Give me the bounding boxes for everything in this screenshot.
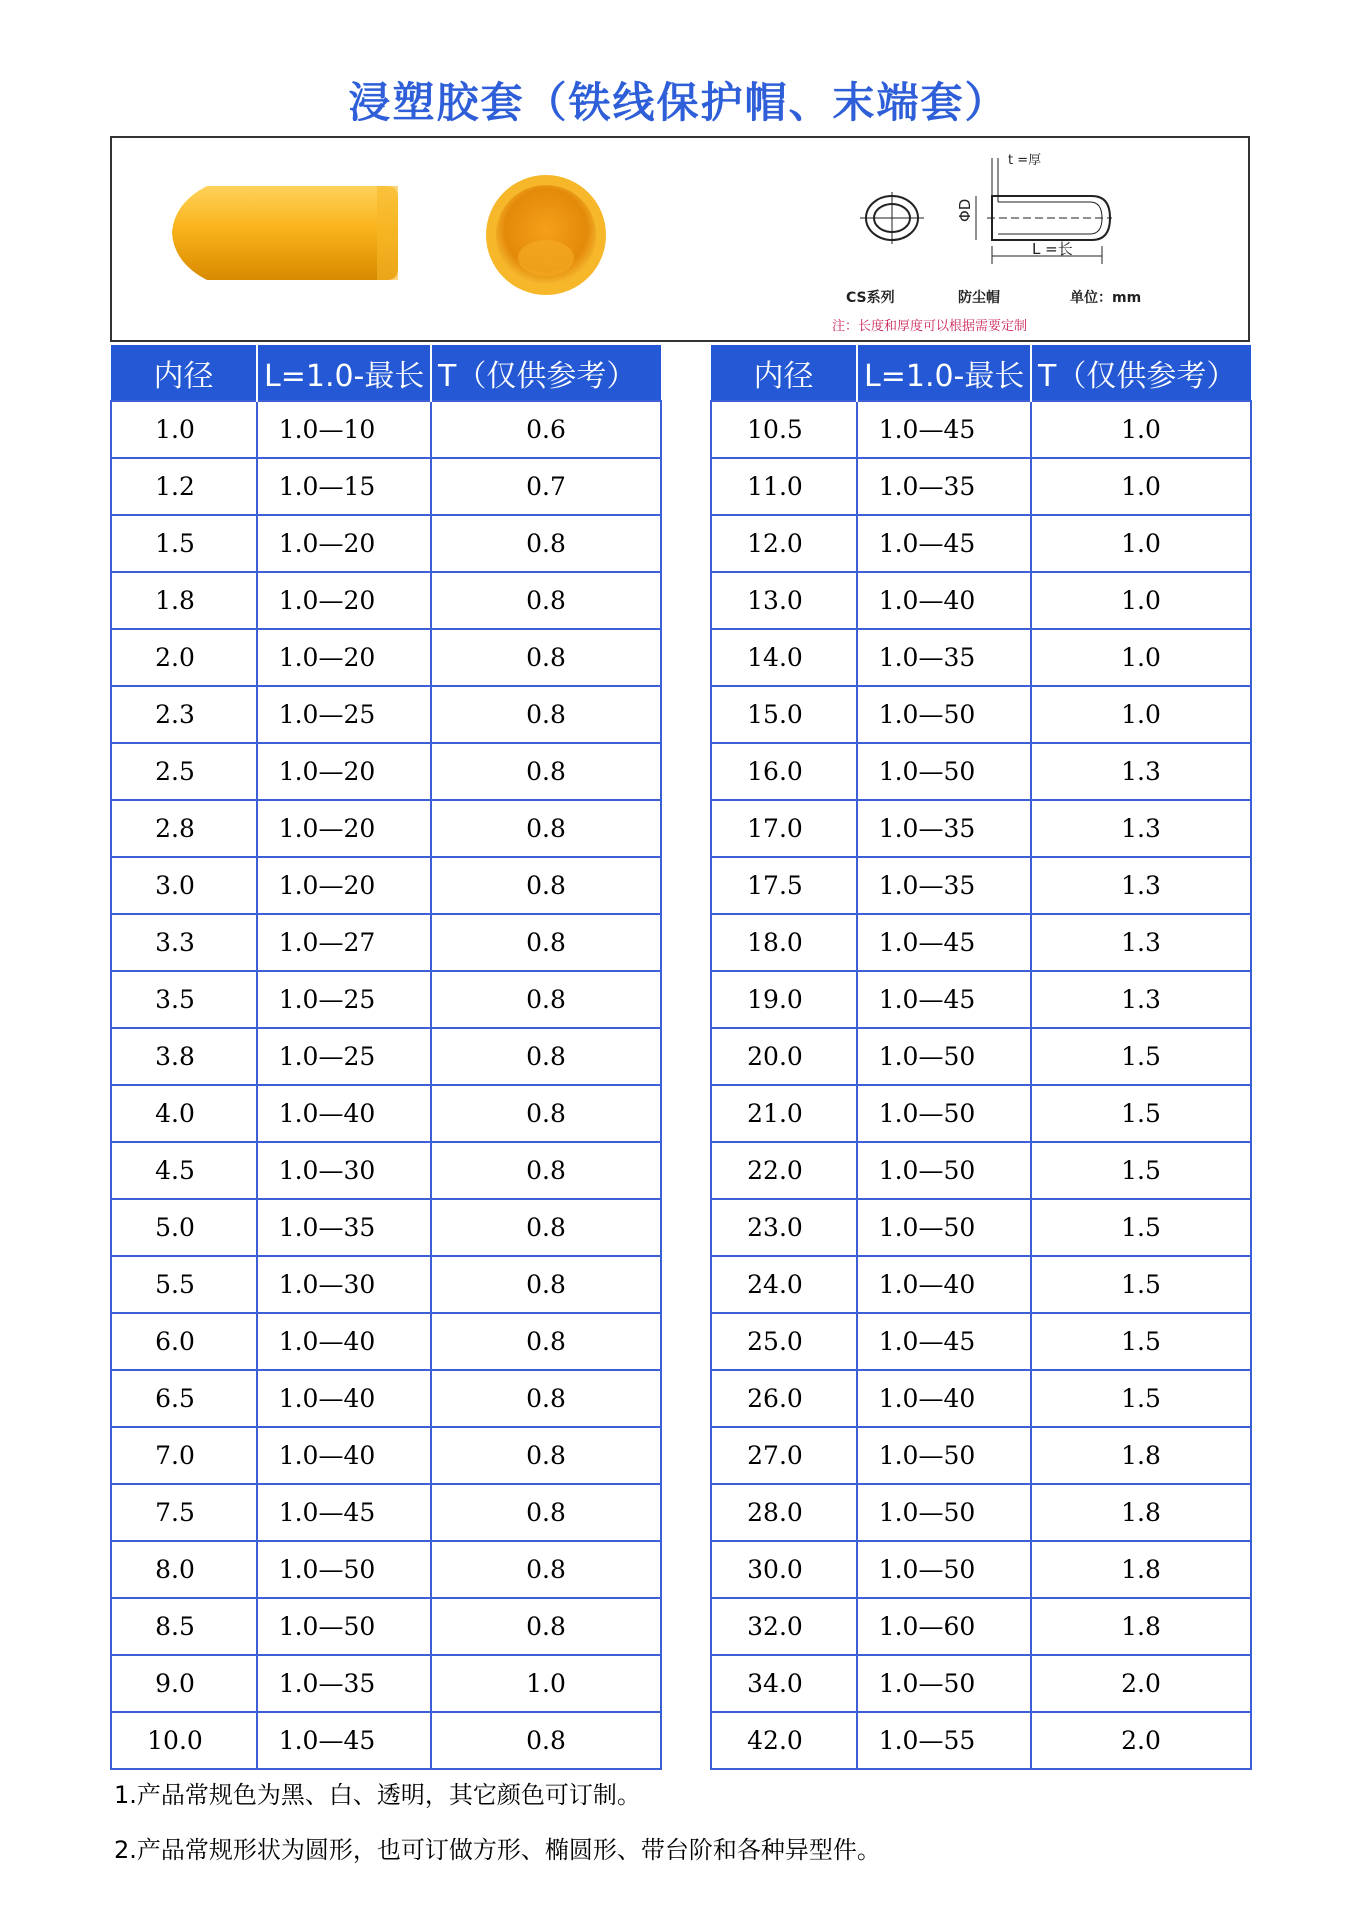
cell-length-range: 1.0—45 [257, 1712, 431, 1769]
cell-inner-diameter: 1.8 [111, 572, 257, 629]
notes [114, 1768, 881, 1878]
cell-length-range: 1.0—50 [857, 1484, 1031, 1541]
cell-inner-diameter: 34.0 [711, 1655, 857, 1712]
cell-inner-diameter: 25.0 [711, 1313, 857, 1370]
cell-thickness: 0.8 [431, 914, 661, 971]
cell-length-range: 1.0—50 [257, 1598, 431, 1655]
table-header-row [711, 345, 1251, 401]
cell-inner-diameter: 3.8 [111, 1028, 257, 1085]
cell-length-range: 1.0—45 [857, 971, 1031, 1028]
table-row [711, 1598, 1251, 1655]
cell-inner-diameter: 7.5 [111, 1484, 257, 1541]
cell-length-range: 1.0—20 [257, 572, 431, 629]
note-shapes: 2.产品常规形状为圆形，也可订做方形、椭圆形、带台阶和各种异型件。 [114, 1836, 881, 1864]
table-row [111, 1199, 661, 1256]
cell-length-range: 1.0—35 [857, 857, 1031, 914]
series-label: CS系列 [846, 290, 895, 306]
cell-inner-diameter: 11.0 [711, 458, 857, 515]
cell-thickness: 0.6 [431, 401, 661, 458]
cell-inner-diameter: 21.0 [711, 1085, 857, 1142]
cell-inner-diameter: 9.0 [111, 1655, 257, 1712]
cell-length-range: 1.0—50 [857, 1028, 1031, 1085]
size-table-left [110, 345, 662, 1770]
cell-thickness: 1.5 [1031, 1085, 1251, 1142]
cell-length-range: 1.0—50 [857, 686, 1031, 743]
table-row [111, 458, 661, 515]
cell-inner-diameter: 2.0 [111, 629, 257, 686]
cell-inner-diameter: 8.5 [111, 1598, 257, 1655]
table-row [711, 1370, 1251, 1427]
cell-length-range: 1.0—45 [857, 401, 1031, 458]
table-row [111, 515, 661, 572]
table-header-row [111, 345, 661, 401]
cell-inner-diameter: 12.0 [711, 515, 857, 572]
cell-length-range: 1.0—40 [257, 1085, 431, 1142]
cell-inner-diameter: 10.5 [711, 401, 857, 458]
cell-inner-diameter: 22.0 [711, 1142, 857, 1199]
cell-length-range: 1.0—40 [857, 572, 1031, 629]
table-row [711, 572, 1251, 629]
cell-length-range: 1.0—50 [857, 1655, 1031, 1712]
cell-thickness: 1.0 [431, 1655, 661, 1712]
table-row [711, 743, 1251, 800]
cell-thickness: 0.8 [431, 686, 661, 743]
cell-inner-diameter: 5.5 [111, 1256, 257, 1313]
cell-length-range: 1.0—35 [857, 458, 1031, 515]
cell-inner-diameter: 2.3 [111, 686, 257, 743]
cell-inner-diameter: 14.0 [711, 629, 857, 686]
cell-thickness: 1.5 [1031, 1142, 1251, 1199]
table-row [711, 1541, 1251, 1598]
cell-inner-diameter: 1.5 [111, 515, 257, 572]
table-row [711, 458, 1251, 515]
table-row [111, 743, 661, 800]
cell-thickness: 0.8 [431, 1712, 661, 1769]
cell-inner-diameter: 23.0 [711, 1199, 857, 1256]
table-row [111, 1427, 661, 1484]
cell-inner-diameter: 28.0 [711, 1484, 857, 1541]
header-thickness: T（仅供参考） [431, 345, 661, 401]
cell-thickness: 1.8 [1031, 1484, 1251, 1541]
cell-length-range: 1.0—30 [257, 1142, 431, 1199]
cell-thickness: 0.8 [431, 629, 661, 686]
table-row [711, 686, 1251, 743]
table-row [111, 857, 661, 914]
cell-inner-diameter: 42.0 [711, 1712, 857, 1769]
cell-inner-diameter: 10.0 [111, 1712, 257, 1769]
cell-thickness: 0.8 [431, 1199, 661, 1256]
cell-thickness: 1.5 [1031, 1028, 1251, 1085]
table-row [111, 1541, 661, 1598]
cell-inner-diameter: 26.0 [711, 1370, 857, 1427]
cell-thickness: 0.8 [431, 515, 661, 572]
cell-thickness: 0.8 [431, 971, 661, 1028]
cell-length-range: 1.0—10 [257, 401, 431, 458]
table-row [711, 1712, 1251, 1769]
table-row [111, 1655, 661, 1712]
cell-inner-diameter: 6.5 [111, 1370, 257, 1427]
cell-thickness: 1.5 [1031, 1256, 1251, 1313]
cell-length-range: 1.0—20 [257, 800, 431, 857]
cell-inner-diameter: 5.0 [111, 1199, 257, 1256]
cell-length-range: 1.0—45 [257, 1484, 431, 1541]
cell-inner-diameter: 4.0 [111, 1085, 257, 1142]
table-row [711, 1256, 1251, 1313]
table-row [711, 1655, 1251, 1712]
table-row [111, 401, 661, 458]
cell-thickness: 1.0 [1031, 629, 1251, 686]
customization-note: 注：长度和厚度可以根据需要定制 [832, 319, 1028, 334]
header-length-range: L=1.0-最长 [257, 345, 431, 401]
cell-thickness: 1.8 [1031, 1427, 1251, 1484]
table-row [111, 1028, 661, 1085]
cell-inner-diameter: 16.0 [711, 743, 857, 800]
cell-thickness: 0.8 [431, 572, 661, 629]
table-row [711, 1142, 1251, 1199]
cell-length-range: 1.0—25 [257, 971, 431, 1028]
table-row [711, 515, 1251, 572]
cell-inner-diameter: 30.0 [711, 1541, 857, 1598]
cell-length-range: 1.0—20 [257, 629, 431, 686]
cell-inner-diameter: 6.0 [111, 1313, 257, 1370]
cell-thickness: 1.0 [1031, 458, 1251, 515]
cell-thickness: 0.8 [431, 1028, 661, 1085]
table-row [711, 1028, 1251, 1085]
cell-length-range: 1.0—50 [857, 1541, 1031, 1598]
table-row [111, 971, 661, 1028]
cell-inner-diameter: 1.0 [111, 401, 257, 458]
cell-thickness: 1.0 [1031, 686, 1251, 743]
cell-length-range: 1.0—20 [257, 515, 431, 572]
cell-thickness: 1.3 [1031, 857, 1251, 914]
cell-length-range: 1.0—30 [257, 1256, 431, 1313]
cell-inner-diameter: 1.2 [111, 458, 257, 515]
table-row [711, 1427, 1251, 1484]
cell-length-range: 1.0—40 [857, 1370, 1031, 1427]
cell-length-range: 1.0—25 [257, 686, 431, 743]
cell-inner-diameter: 13.0 [711, 572, 857, 629]
cell-thickness: 2.0 [1031, 1655, 1251, 1712]
cell-inner-diameter: 18.0 [711, 914, 857, 971]
cell-length-range: 1.0—25 [257, 1028, 431, 1085]
cell-length-range: 1.0—35 [257, 1655, 431, 1712]
cell-inner-diameter: 3.0 [111, 857, 257, 914]
table-row [711, 629, 1251, 686]
header-inner-diameter: 内径 [111, 345, 257, 401]
cell-thickness: 1.0 [1031, 572, 1251, 629]
header-length-range: L=1.0-最长 [857, 345, 1031, 401]
cell-length-range: 1.0—45 [857, 1313, 1031, 1370]
unit-label: 单位：mm [1070, 290, 1142, 306]
cell-thickness: 1.5 [1031, 1313, 1251, 1370]
cell-inner-diameter: 20.0 [711, 1028, 857, 1085]
table-row [111, 1085, 661, 1142]
cell-inner-diameter: 8.0 [111, 1541, 257, 1598]
cap-side-photo [172, 186, 398, 280]
cell-thickness: 1.3 [1031, 743, 1251, 800]
table-row [111, 1712, 661, 1769]
table-row [111, 686, 661, 743]
cell-inner-diameter: 27.0 [711, 1427, 857, 1484]
cell-thickness: 1.8 [1031, 1541, 1251, 1598]
cell-thickness: 1.0 [1031, 515, 1251, 572]
table-row [711, 1484, 1251, 1541]
table-row [111, 1598, 661, 1655]
cell-thickness: 1.0 [1031, 401, 1251, 458]
table-row [111, 1484, 661, 1541]
cell-thickness: 2.0 [1031, 1712, 1251, 1769]
cell-inner-diameter: 3.3 [111, 914, 257, 971]
cell-thickness: 1.3 [1031, 971, 1251, 1028]
table-row [711, 971, 1251, 1028]
cell-length-range: 1.0—27 [257, 914, 431, 971]
cell-thickness: 0.8 [431, 743, 661, 800]
cell-thickness: 0.8 [431, 1142, 661, 1199]
cell-thickness: 1.3 [1031, 914, 1251, 971]
cell-inner-diameter: 32.0 [711, 1598, 857, 1655]
table-row [111, 572, 661, 629]
table-row [111, 629, 661, 686]
table-row [711, 857, 1251, 914]
cell-length-range: 1.0—20 [257, 857, 431, 914]
table-row [711, 914, 1251, 971]
table-row [711, 1199, 1251, 1256]
cell-thickness: 0.8 [431, 1541, 661, 1598]
note-colors: 1.产品常规色为黑、白、透明，其它颜色可订制。 [114, 1781, 641, 1809]
cell-inner-diameter: 7.0 [111, 1427, 257, 1484]
header-inner-diameter: 内径 [711, 345, 857, 401]
cell-length-range: 1.0—20 [257, 743, 431, 800]
cell-thickness: 0.8 [431, 1313, 661, 1370]
cell-length-range: 1.0—55 [857, 1712, 1031, 1769]
cell-inner-diameter: 19.0 [711, 971, 857, 1028]
cell-inner-diameter: 2.8 [111, 800, 257, 857]
cell-length-range: 1.0—50 [857, 1427, 1031, 1484]
cell-thickness: 0.7 [431, 458, 661, 515]
cell-inner-diameter: 4.5 [111, 1142, 257, 1199]
table-row [711, 1313, 1251, 1370]
dimension-drawing [860, 158, 1112, 264]
header-thickness: T（仅供参考） [1031, 345, 1251, 401]
cell-inner-diameter: 2.5 [111, 743, 257, 800]
table-row [111, 914, 661, 971]
cell-thickness: 0.8 [431, 857, 661, 914]
length-label: L =长 [1032, 240, 1073, 258]
cell-inner-diameter: 17.0 [711, 800, 857, 857]
cell-inner-diameter: 15.0 [711, 686, 857, 743]
cell-length-range: 1.0—50 [857, 1199, 1031, 1256]
cell-length-range: 1.0—60 [857, 1598, 1031, 1655]
cell-length-range: 1.0—50 [257, 1541, 431, 1598]
cell-length-range: 1.0—40 [857, 1256, 1031, 1313]
cell-thickness: 0.8 [431, 800, 661, 857]
cell-thickness: 0.8 [431, 1256, 661, 1313]
cell-length-range: 1.0—50 [857, 1085, 1031, 1142]
cell-thickness: 1.5 [1031, 1370, 1251, 1427]
size-table-right [710, 345, 1252, 1770]
table-row [111, 1256, 661, 1313]
cell-thickness: 0.8 [431, 1484, 661, 1541]
cell-length-range: 1.0—50 [857, 1142, 1031, 1199]
cell-thickness: 0.8 [431, 1598, 661, 1655]
cell-inner-diameter: 17.5 [711, 857, 857, 914]
cell-length-range: 1.0—35 [857, 800, 1031, 857]
cell-length-range: 1.0—50 [857, 743, 1031, 800]
cell-length-range: 1.0—40 [257, 1370, 431, 1427]
table-row [111, 1370, 661, 1427]
product-label: 防尘帽 [958, 290, 1000, 306]
diameter-label: ΦD [956, 198, 974, 222]
cell-thickness: 0.8 [431, 1427, 661, 1484]
table-row [111, 1142, 661, 1199]
cell-length-range: 1.0—45 [857, 515, 1031, 572]
cell-length-range: 1.0—40 [257, 1427, 431, 1484]
table-row [711, 800, 1251, 857]
table-row [711, 1085, 1251, 1142]
cell-inner-diameter: 24.0 [711, 1256, 857, 1313]
thickness-label: t =厚 [1008, 153, 1042, 168]
cell-thickness: 0.8 [431, 1370, 661, 1427]
page-title: 浸塑胶套（铁线保护帽、末端套） [348, 78, 1009, 127]
cell-thickness: 1.5 [1031, 1199, 1251, 1256]
cell-length-range: 1.0—35 [257, 1199, 431, 1256]
cell-thickness: 1.8 [1031, 1598, 1251, 1655]
cell-length-range: 1.0—45 [857, 914, 1031, 971]
table-row [111, 1313, 661, 1370]
table-row [711, 401, 1251, 458]
cell-length-range: 1.0—35 [857, 629, 1031, 686]
cell-length-range: 1.0—15 [257, 458, 431, 515]
cell-thickness: 0.8 [431, 1085, 661, 1142]
product-figure [110, 136, 1250, 342]
cap-end-photo [486, 175, 606, 295]
table-row [111, 800, 661, 857]
cell-thickness: 1.3 [1031, 800, 1251, 857]
cell-inner-diameter: 3.5 [111, 971, 257, 1028]
cell-length-range: 1.0—40 [257, 1313, 431, 1370]
